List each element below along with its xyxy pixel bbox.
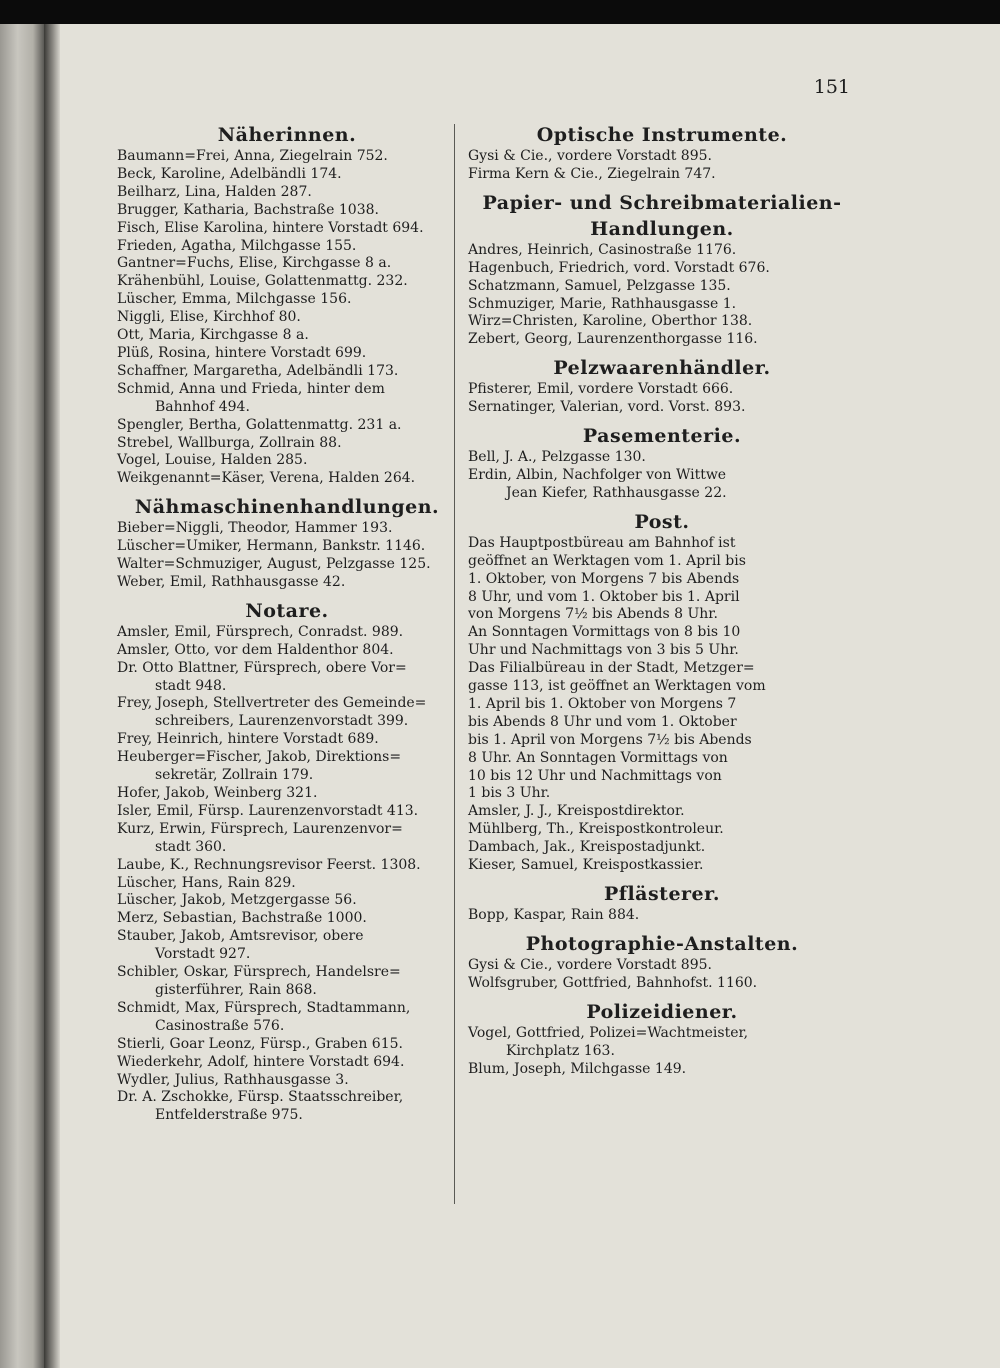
directory-entry: Baumann=Frei, Anna, Ziegelrain 752. — [117, 148, 388, 164]
directory-entry: Isler, Emil, Fürsp. Laurenzenvorstadt 413. — [117, 802, 419, 819]
directory-entry: Strebel, Wallburga, Zollrain 88. — [117, 434, 342, 451]
directory-entry: Lüscher, Hans, Rain 829. — [117, 874, 296, 891]
post-description-line: bis Abends 8 Uhr und vom 1. Oktober — [468, 713, 737, 730]
directory-entry: Gysi & Cie., vordere Vorstadt 895. — [468, 956, 712, 973]
section-heading: Handlungen. — [590, 217, 734, 240]
section-heading: Pelzwaarenhändler. — [553, 357, 771, 380]
section-heading: Post. — [634, 510, 690, 533]
directory-entry: Spengler, Bertha, Golattenmattg. 231 a. — [117, 416, 402, 433]
section-right_column-4 — [468, 509, 856, 875]
section-right_column-7 — [468, 999, 856, 1079]
directory-entry: Amsler, Otto, vor dem Haldenthor 804. — [117, 641, 394, 658]
section-right_column-6 — [468, 931, 856, 993]
directory-entry: Weikgenannt=Käser, Verena, Halden 264. — [117, 470, 416, 487]
directory-entry: Gysi & Cie., vordere Vorstadt 895. — [468, 148, 712, 164]
directory-entry: schreibers, Laurenzenvorstadt 399. — [155, 713, 409, 730]
directory-entry: Kieser, Samuel, Kreispostkassier. — [468, 857, 704, 874]
post-description-line: bis 1. April von Morgens 7½ bis Abends — [468, 731, 752, 748]
directory-entry: sekretär, Zollrain 179. — [155, 767, 314, 784]
directory-entry: Ott, Maria, Kirchgasse 8 a. — [117, 327, 309, 344]
directory-entry: Schmidt, Max, Fürsprech, Stadtammann, — [117, 999, 411, 1016]
directory-entry: Wiederkehr, Adolf, hintere Vorstadt 694. — [117, 1053, 405, 1070]
directory-entry: Wirz=Christen, Karoline, Oberthor 138. — [468, 313, 753, 330]
directory-entry: Brugger, Katharia, Bachstraße 1038. — [117, 201, 379, 218]
previous-page-edge — [0, 24, 44, 1368]
post-description-line: 1. April bis 1. Oktober von Morgens 7 — [468, 695, 737, 712]
directory-entry: Fisch, Elise Karolina, hintere Vorstadt 694. — [117, 219, 424, 236]
directory-entry: Heuberger=Fischer, Jakob, Direktions= — [117, 749, 402, 766]
post-description-line: von Morgens 7½ bis Abends 8 Uhr. — [468, 606, 718, 623]
directory-entry: Andres, Heinrich, Casinostraße 1176. — [468, 241, 737, 258]
directory-entry: Pfisterer, Emil, vordere Vorstadt 666. — [468, 381, 734, 398]
directory-entry: Frey, Joseph, Stellvertreter des Gemeinde= — [117, 695, 427, 712]
post-description — [468, 535, 856, 804]
directory-entry: Bahnhof 494. — [155, 398, 250, 415]
section-right_column-5 — [468, 881, 856, 925]
section-heading: Pasementerie. — [582, 425, 742, 448]
directory-entry: Sernatinger, Valerian, vord. Vorst. 893. — [468, 399, 746, 416]
directory-entry: Wydler, Julius, Rathhausgasse 3. — [117, 1071, 349, 1088]
directory-entry: Vogel, Gottfried, Polizei=Wachtmeister, — [468, 1024, 749, 1041]
directory-entry: Mühlberg, Th., Kreispostkontroleur. — [468, 821, 724, 838]
directory-entry: Vogel, Louise, Halden 285. — [117, 452, 308, 469]
section-right_column-2 — [468, 355, 856, 417]
directory-entry: Schibler, Oskar, Fürsprech, Handelsre= — [117, 964, 401, 981]
directory-entry: Vorstadt 927. — [155, 946, 251, 963]
directory-entry: Stierli, Goar Leonz, Fürsp., Graben 615. — [117, 1035, 403, 1052]
directory-entry: Frieden, Agatha, Milchgasse 155. — [117, 237, 357, 254]
directory-entry: Zebert, Georg, Laurenzenthorgasse 116. — [468, 331, 758, 348]
book-spine — [44, 24, 60, 1368]
section-heading: Photographie-Anstalten. — [525, 932, 799, 955]
directory-entry: Lüscher=Umiker, Hermann, Bankstr. 1146. — [117, 538, 426, 555]
directory-entry: Schmid, Anna und Frieda, hinter dem — [117, 380, 385, 397]
directory-entry: Schmuziger, Marie, Rathhausgasse 1. — [468, 295, 737, 312]
directory-entry: Frey, Heinrich, hintere Vorstadt 689. — [117, 731, 379, 748]
section-right_column-1 — [468, 190, 856, 349]
directory-entry: Walter=Schmuziger, August, Pelzgasse 125. — [117, 556, 431, 573]
directory-entry: Dr. Otto Blattner, Fürsprech, obere Vor= — [117, 659, 407, 676]
section-left_column-0 — [117, 122, 457, 488]
directory-entry: Gantner=Fuchs, Elise, Kirchgasse 8 a. — [117, 255, 392, 272]
directory-entry: Lüscher, Emma, Milchgasse 156. — [117, 291, 352, 308]
directory-entry: Plüß, Rosina, hintere Vorstadt 699. — [117, 344, 367, 361]
post-description-line: Das Hauptpostbüreau am Bahnhof ist — [468, 534, 736, 551]
directory-entry: Blum, Joseph, Milchgasse 149. — [468, 1060, 687, 1077]
post-description-line: geöffnet an Werktagen vom 1. April bis — [468, 552, 746, 569]
page-number: 151 — [813, 76, 850, 98]
directory-entry: Lüscher, Jakob, Metzgergasse 56. — [117, 892, 357, 909]
directory-entry: Schatzmann, Samuel, Pelzgasse 135. — [468, 277, 731, 294]
section-right_column-0 — [468, 122, 856, 184]
post-description-line: Uhr und Nachmittags von 3 bis 5 Uhr. — [468, 642, 739, 659]
post-description-line: 1. Oktober, von Morgens 7 bis Abends — [468, 570, 740, 587]
directory-entry: Bell, J. A., Pelzgasse 130. — [468, 449, 646, 466]
directory-entry: Bopp, Kaspar, Rain 884. — [468, 907, 640, 923]
directory-entry: Jean Kiefer, Rathhausgasse 22. — [506, 484, 727, 501]
directory-entry: Schaffner, Margaretha, Adelbändli 173. — [117, 362, 399, 379]
directory-entry: Amsler, J. J., Kreispostdirektor. — [468, 803, 685, 820]
directory-entry: gisterführer, Rain 868. — [155, 981, 317, 998]
directory-entry: Stauber, Jakob, Amtsrevisor, obere — [117, 928, 364, 945]
post-description-line: 10 bis 12 Uhr und Nachmittags von — [468, 767, 722, 784]
directory-entry: Kirchplatz 163. — [506, 1042, 615, 1059]
directory-entry: Amsler, Emil, Fürsprech, Conradst. 989. — [117, 623, 404, 640]
section-heading: Notare. — [245, 599, 329, 622]
directory-entry: Niggli, Elise, Kirchhof 80. — [117, 309, 301, 326]
directory-entry: Beck, Karoline, Adelbändli 174. — [117, 165, 342, 182]
directory-entry: Erdin, Albin, Nachfolger von Wittwe — [468, 466, 727, 483]
directory-entry: Krähenbühl, Louise, Golattenmattg. 232. — [117, 273, 408, 290]
book-page — [60, 24, 1000, 1368]
directory-entry: stadt 948. — [155, 677, 227, 694]
directory-entry: Entfelderstraße 975. — [155, 1107, 303, 1124]
section-left_column-2 — [117, 598, 457, 1125]
directory-entry: Wolfsgruber, Gottfried, Bahnhofst. 1160. — [468, 974, 758, 991]
right-column — [468, 116, 856, 1080]
section-heading: Nähmaschinenhandlungen. — [134, 496, 440, 519]
post-description-line: An Sonntagen Vormittags von 8 bis 10 — [468, 624, 741, 641]
post-description-line: 8 Uhr, und vom 1. Oktober bis 1. April — [468, 588, 740, 605]
post-description-line: gasse 113, ist geöffnet an Werktagen vom — [468, 678, 766, 695]
post-description-line: 8 Uhr. An Sonntagen Vormittags von — [468, 749, 728, 766]
directory-entry: Merz, Sebastian, Bachstraße 1000. — [117, 910, 367, 927]
directory-entry: Laube, K., Rechnungsrevisor Feerst. 1308. — [117, 856, 421, 873]
section-heading: Optische Instrumente. — [536, 124, 788, 146]
post-description-line: Das Filialbüreau in der Stadt, Metzger= — [468, 660, 755, 677]
section-left_column-1 — [117, 494, 457, 592]
directory-entry: Dambach, Jak., Kreispostadjunkt. — [468, 839, 706, 856]
directory-entry: Kurz, Erwin, Fürsprech, Laurenzenvor= — [117, 820, 403, 837]
section-right_column-3 — [468, 423, 856, 503]
section-heading: Pflästerer. — [603, 883, 721, 905]
directory-entry: Hofer, Jakob, Weinberg 321. — [117, 785, 318, 801]
directory-entry: stadt 360. — [155, 838, 227, 855]
directory-entry: Beilharz, Lina, Halden 287. — [117, 183, 312, 200]
directory-entry: Dr. A. Zschokke, Fürsp. Staatsschreiber, — [117, 1089, 404, 1106]
section-heading: Papier- und Schreibmaterialien- — [482, 191, 842, 214]
directory-entry: Casinostraße 576. — [155, 1017, 285, 1034]
directory-entry: Weber, Emil, Rathhausgasse 42. — [117, 573, 346, 590]
directory-entry: Bieber=Niggli, Theodor, Hammer 193. — [117, 520, 393, 537]
directory-entry: Hagenbuch, Friedrich, vord. Vorstadt 676. — [468, 259, 770, 276]
section-heading: Näherinnen. — [217, 124, 357, 146]
scan-background-top — [0, 0, 1000, 24]
section-heading: Polizeidiener. — [586, 1000, 738, 1023]
left-column — [117, 116, 457, 1127]
directory-entry: Firma Kern & Cie., Ziegelrain 747. — [468, 165, 716, 182]
post-description-line: 1 bis 3 Uhr. — [468, 785, 551, 802]
